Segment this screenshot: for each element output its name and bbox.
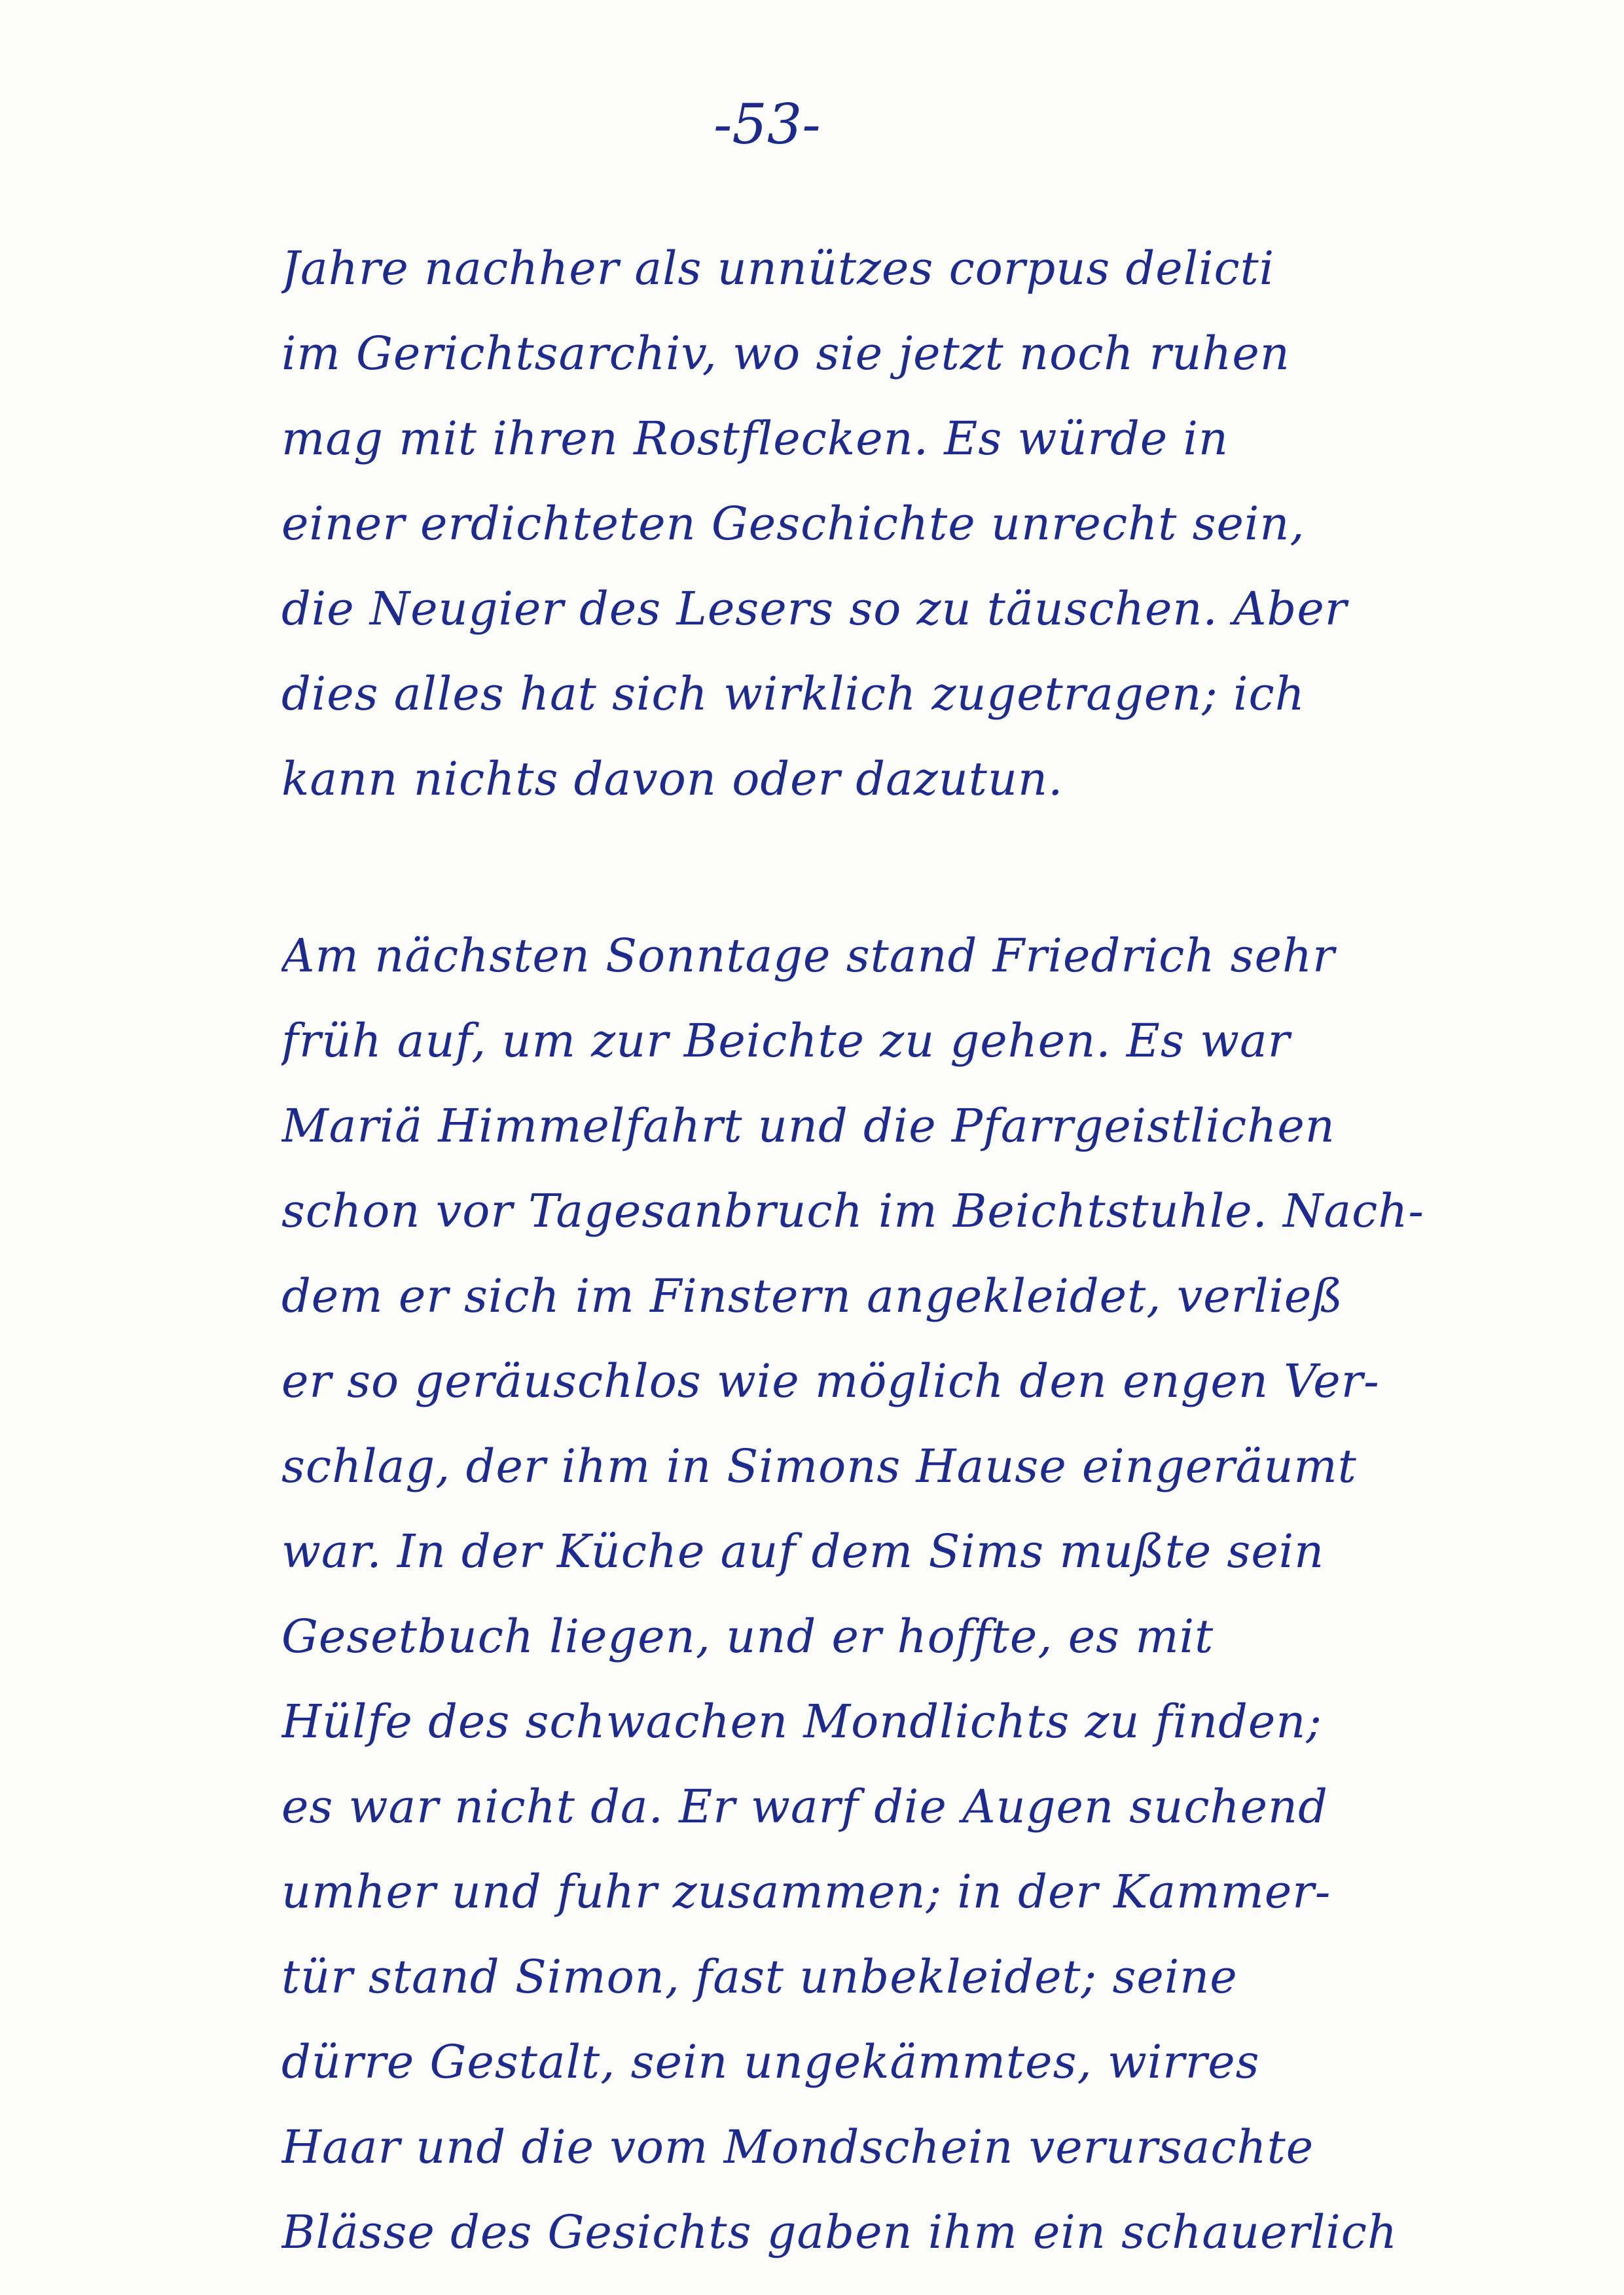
text-line: Jahre nachher als unnützes corpus delicti bbox=[281, 242, 1275, 295]
text-line: Gesetbuch liegen, und er hoffte, es mit bbox=[281, 1610, 1214, 1663]
text-line: dies alles hat sich wirklich zugetragen; ich bbox=[281, 667, 1305, 721]
text-line: dem er sich im Finstern angekleidet, verließ bbox=[281, 1269, 1344, 1323]
text-line: Blässe des Gesichts gaben ihm ein schauerlich bbox=[281, 2205, 1398, 2259]
text-line: im Gerichtsarchiv, wo sie jetzt noch ruhen bbox=[281, 327, 1290, 380]
page-number: -53- bbox=[713, 92, 821, 156]
text-line: Haar und die vom Mondschein verursachte bbox=[281, 2120, 1314, 2174]
text-line: umher und fuhr zusammen; in der Kammer- bbox=[281, 1865, 1331, 1919]
text-line: Am nächsten Sonntage stand Friedrich sehr bbox=[281, 929, 1335, 983]
text-line: die Neugier des Lesers so zu täuschen. Aber bbox=[281, 582, 1348, 636]
text-line: tür stand Simon, fast unbekleidet; seine bbox=[281, 1950, 1238, 2004]
text-line: schon vor Tagesanbruch im Beichtstuhle. Nach- bbox=[281, 1184, 1425, 1238]
text-line: dürre Gestalt, sein ungekämmtes, wirres bbox=[281, 2035, 1260, 2089]
text-line: Hülfe des schwachen Mondlichts zu finden; bbox=[281, 1695, 1322, 1748]
text-line: schlag, der ihm in Simons Hause eingeräumt bbox=[281, 1439, 1357, 1493]
text-line: früh auf, um zur Beichte zu gehen. Es war bbox=[281, 1014, 1291, 1068]
text-line: es war nicht da. Er warf die Augen suchend bbox=[281, 1780, 1328, 1834]
text-line: war. In der Küche auf dem Sims mußte sein bbox=[281, 1525, 1325, 1578]
text-line: mag mit ihren Rostflecken. Es würde in bbox=[281, 412, 1229, 465]
text-line: er so geräuschlos wie möglich den engen Ver- bbox=[281, 1354, 1380, 1408]
text-line: einer erdichteten Geschichte unrecht sein, bbox=[281, 497, 1305, 551]
text-line: kann nichts davon oder dazutun. bbox=[281, 752, 1064, 806]
text-line: Mariä Himmelfahrt und die Pfarrgeistlichen bbox=[281, 1099, 1335, 1153]
